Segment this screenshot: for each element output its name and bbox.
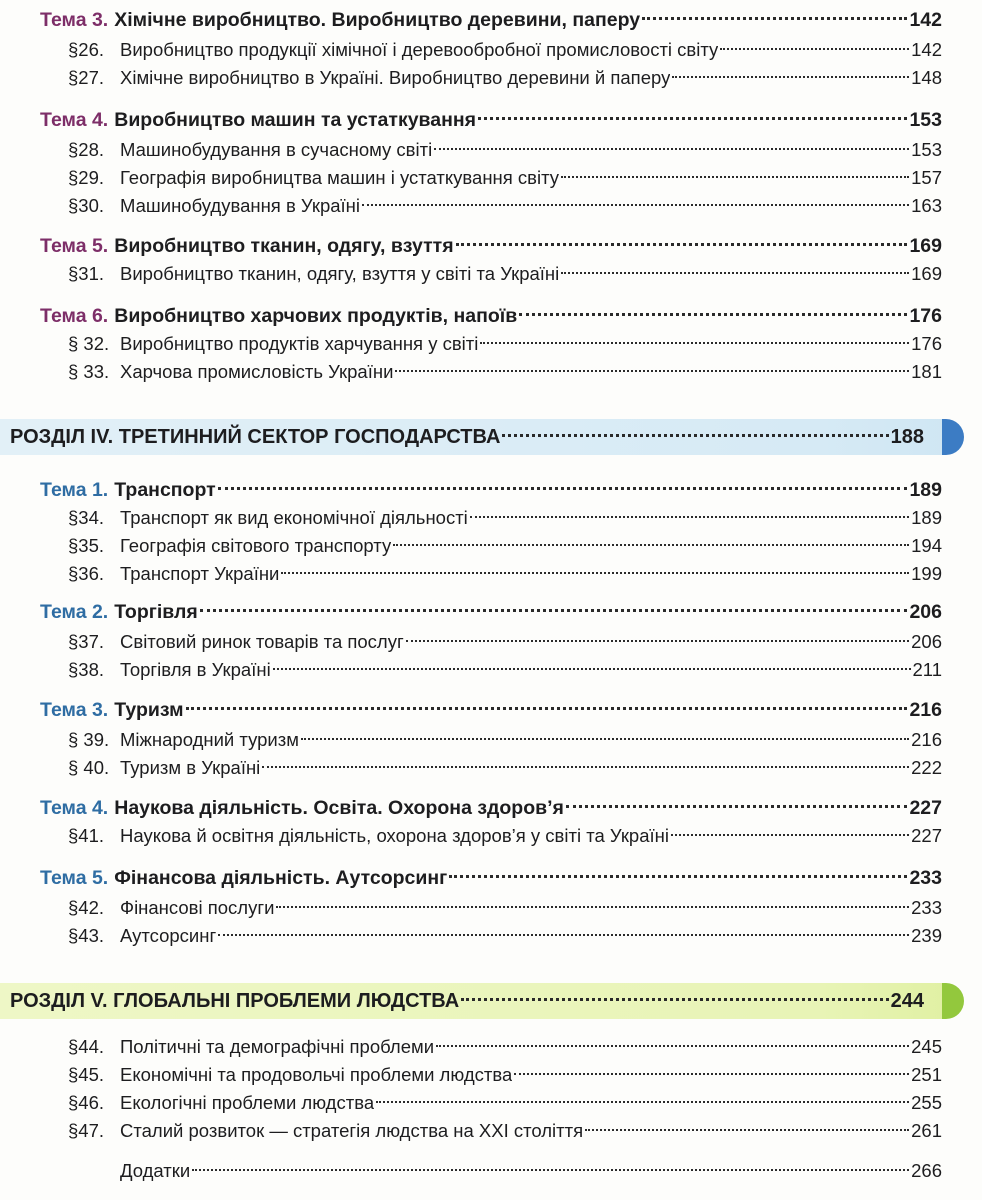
- toc-paragraph-row[interactable]: [0, 1157, 982, 1185]
- paragraph-number: §35.: [68, 535, 105, 556]
- dot-leader: [192, 1169, 909, 1171]
- dot-leader: [362, 204, 909, 206]
- toc-topic-row[interactable]: [0, 106, 982, 134]
- page-number: 157: [911, 167, 942, 188]
- page-number: 261: [911, 1120, 942, 1141]
- toc-topic-row[interactable]: [0, 696, 982, 724]
- dot-leader: [262, 766, 909, 768]
- page-number: 169: [909, 235, 942, 257]
- entry-title: Виробництво тканин, одягу, взуття у світі та Україні: [120, 263, 560, 284]
- dot-leader: [273, 668, 911, 670]
- toc-topic-row[interactable]: [0, 794, 982, 822]
- paragraph-number: §47.: [68, 1120, 105, 1141]
- paragraph-number: § 33.: [68, 361, 110, 382]
- toc-entry[interactable]: [68, 894, 942, 922]
- entry-title: Виробництво тканин, одягу, взуття: [114, 235, 454, 257]
- paragraph-number: §43.: [68, 925, 105, 946]
- dot-leader: [478, 117, 907, 120]
- page-number: 189: [911, 507, 942, 528]
- entry-title: Харчова промисловість України: [120, 361, 394, 382]
- toc-entry[interactable]: [68, 260, 942, 288]
- entry-title: Географія світового транспорту: [120, 535, 392, 556]
- toc-paragraph-row[interactable]: [0, 754, 982, 782]
- toc-paragraph-row[interactable]: [0, 1117, 982, 1145]
- toc-entry[interactable]: [68, 754, 942, 782]
- topic-label: Тема 5.: [40, 867, 109, 889]
- entry-title: Наукова й освітня діяльність, охорона здоров’я у світі та Україні: [120, 825, 669, 846]
- entry-title: Торгівля: [114, 601, 198, 623]
- dot-leader: [519, 313, 907, 316]
- dot-leader: [281, 572, 909, 574]
- entry-title: Виробництво машин та устаткування: [114, 109, 477, 131]
- toc-paragraph-row[interactable]: [0, 164, 982, 192]
- entry-title: Фінансова діяльність. Аутсорсинг: [114, 867, 448, 889]
- topic-label: Тема 6.: [40, 305, 109, 327]
- toc-paragraph-row[interactable]: [0, 36, 982, 64]
- dot-leader: [720, 48, 909, 50]
- toc-entry[interactable]: [40, 696, 942, 724]
- entry-title: Виробництво продуктів харчування у світі: [120, 333, 479, 354]
- toc-entry[interactable]: [68, 358, 942, 386]
- entry-title: Торгівля в Україні: [120, 659, 271, 680]
- section-banner[interactable]: [0, 983, 960, 1019]
- page-number: 206: [911, 631, 942, 652]
- dot-leader: [480, 342, 909, 344]
- toc-entry[interactable]: [40, 6, 942, 34]
- dot-leader: [276, 906, 909, 908]
- toc-paragraph-row[interactable]: [0, 532, 982, 560]
- toc-entry[interactable]: [68, 560, 942, 588]
- entry-title: Хімічне виробництво. Виробництво деревини, паперу: [114, 9, 641, 31]
- toc-entry[interactable]: [68, 192, 942, 220]
- page-number: 266: [911, 1160, 942, 1181]
- entry-title: Міжнародний туризм: [120, 729, 299, 750]
- topic-label: Тема 4.: [40, 109, 109, 131]
- toc-entry[interactable]: [40, 598, 942, 626]
- toc-entry[interactable]: [68, 656, 942, 684]
- page-number: 239: [911, 925, 942, 946]
- toc-paragraph-row[interactable]: [0, 260, 982, 288]
- dot-leader: [406, 640, 909, 642]
- dot-leader: [376, 1101, 909, 1103]
- dot-leader: [502, 434, 888, 437]
- entry-title: Туризм в Україні: [120, 757, 261, 778]
- paragraph-number: §46.: [68, 1092, 105, 1113]
- dot-leader: [561, 272, 909, 274]
- toc-paragraph-row[interactable]: [0, 726, 982, 754]
- toc-entry[interactable]: [68, 1089, 942, 1117]
- dot-leader: [671, 834, 909, 836]
- entry-title: Світовий ринок товарів та послуг: [120, 631, 404, 652]
- toc-paragraph-row[interactable]: [0, 136, 982, 164]
- toc-paragraph-row[interactable]: [0, 894, 982, 922]
- page-number: 169: [911, 263, 942, 284]
- page-number: 206: [909, 601, 942, 623]
- dot-leader: [449, 875, 907, 878]
- toc-topic-row[interactable]: [0, 232, 982, 260]
- toc-entry[interactable]: [68, 36, 942, 64]
- dot-leader: [561, 176, 909, 178]
- toc-entry[interactable]: [68, 726, 942, 754]
- toc-entry[interactable]: [68, 1033, 942, 1061]
- paragraph-number: § 32.: [68, 333, 110, 354]
- toc-entry[interactable]: [68, 1117, 942, 1145]
- toc-entry[interactable]: [68, 1061, 942, 1089]
- page-number: 189: [909, 479, 942, 501]
- toc-entry[interactable]: [40, 476, 942, 504]
- dot-leader: [470, 516, 909, 518]
- page-number: 153: [911, 139, 942, 160]
- dot-leader: [642, 17, 907, 20]
- page-number: 251: [911, 1064, 942, 1085]
- toc-entry[interactable]: [68, 504, 942, 532]
- entry-title: Фінансові послуги: [120, 897, 275, 918]
- topic-label: Тема 1.: [40, 479, 109, 501]
- toc-entry[interactable]: [68, 628, 942, 656]
- entry-title: Виробництво продукції хімічної і деревообробної промисловості світу: [120, 39, 719, 60]
- entry-title: Машинобудування в Україні: [120, 195, 360, 216]
- entry-title: Сталий розвиток — стратегія людства на XXI століття: [120, 1120, 584, 1141]
- toc-topic-row[interactable]: [0, 864, 982, 892]
- toc-topic-row[interactable]: [0, 302, 982, 330]
- page-number: 222: [911, 757, 942, 778]
- page-number: 142: [909, 9, 942, 31]
- topic-label: Тема 5.: [40, 235, 109, 257]
- paragraph-number: §38.: [68, 659, 105, 680]
- toc-paragraph-row[interactable]: [0, 628, 982, 656]
- dot-leader: [218, 934, 909, 936]
- paragraph-number: §34.: [68, 507, 105, 528]
- entry-title: Хімічне виробництво в Україні. Виробництво деревини й паперу: [120, 67, 671, 88]
- entry-title: Географія виробництва машин і устаткування світу: [120, 167, 560, 188]
- toc-entry[interactable]: [68, 136, 942, 164]
- page-number: 244: [890, 990, 924, 1012]
- page-number: 216: [911, 729, 942, 750]
- dot-leader: [393, 544, 909, 546]
- section-title: РОЗДІЛ V. ГЛОБАЛЬНІ ПРОБЛЕМИ ЛЮДСТВА: [10, 990, 460, 1012]
- entry-title: Політичні та демографічні проблеми: [120, 1036, 435, 1057]
- page-number: 163: [911, 195, 942, 216]
- page-number: 255: [911, 1092, 942, 1113]
- page-number: 176: [909, 305, 942, 327]
- dot-leader: [456, 243, 908, 246]
- entry-title: Транспорт: [114, 479, 216, 501]
- entry-title: Екологічні проблеми людства: [120, 1092, 375, 1113]
- page-number: 176: [911, 333, 942, 354]
- paragraph-number: §29.: [68, 167, 105, 188]
- dot-leader: [461, 998, 888, 1001]
- paragraph-number: §28.: [68, 139, 105, 160]
- toc-entry[interactable]: [40, 864, 942, 892]
- toc-entry[interactable]: [68, 330, 942, 358]
- page-number: 188: [890, 426, 924, 448]
- entry-title: Додатки: [120, 1160, 191, 1181]
- dot-leader: [200, 609, 908, 612]
- page-number: 227: [909, 797, 942, 819]
- entry-title: Машинобудування в сучасному світі: [120, 139, 433, 160]
- entry-title: Аутсорсинг: [120, 925, 217, 946]
- dot-leader: [566, 805, 908, 808]
- dot-leader: [301, 738, 909, 740]
- toc-entry[interactable]: [68, 1157, 942, 1185]
- page-number: 181: [911, 361, 942, 382]
- toc-entry[interactable]: [40, 106, 942, 134]
- paragraph-number: §44.: [68, 1036, 105, 1057]
- dot-leader: [436, 1045, 909, 1047]
- toc-paragraph-row[interactable]: [0, 1089, 982, 1117]
- topic-label: Тема 2.: [40, 601, 109, 623]
- paragraph-number: §31.: [68, 263, 105, 284]
- page-number: 211: [912, 659, 942, 680]
- page-number: 233: [909, 867, 942, 889]
- page-number: 194: [911, 535, 942, 556]
- page-number: 216: [909, 699, 942, 721]
- section-entry[interactable]: [10, 987, 924, 1015]
- paragraph-number: §42.: [68, 897, 105, 918]
- toc-entry[interactable]: [68, 532, 942, 560]
- paragraph-number: §45.: [68, 1064, 105, 1085]
- toc-entry[interactable]: [68, 822, 942, 850]
- entry-title: Наукова діяльність. Освіта. Охорона здоров’я: [114, 797, 564, 819]
- paragraph-number: §37.: [68, 631, 105, 652]
- page-number: 199: [911, 563, 942, 584]
- topic-label: Тема 3.: [40, 9, 109, 31]
- toc-topic-row[interactable]: [0, 598, 982, 626]
- entry-title: Транспорт як вид економічної діяльності: [120, 507, 468, 528]
- page-number: 142: [911, 39, 942, 60]
- toc-entry[interactable]: [68, 164, 942, 192]
- toc-entry[interactable]: [40, 232, 942, 260]
- toc-entry[interactable]: [68, 64, 942, 92]
- page-number: 227: [911, 825, 942, 846]
- toc-paragraph-row[interactable]: [0, 560, 982, 588]
- toc-paragraph-row[interactable]: [0, 1033, 982, 1061]
- entry-title: Транспорт України: [120, 563, 280, 584]
- paragraph-number: §36.: [68, 563, 105, 584]
- paragraph-number: §27.: [68, 67, 105, 88]
- page-number: 148: [911, 67, 942, 88]
- paragraph-number: §26.: [68, 39, 105, 60]
- toc-paragraph-row[interactable]: [0, 64, 982, 92]
- topic-label: Тема 4.: [40, 797, 109, 819]
- toc-paragraph-row[interactable]: [0, 822, 982, 850]
- paragraph-number: §41.: [68, 825, 105, 846]
- toc-paragraph-row[interactable]: [0, 922, 982, 950]
- dot-leader: [672, 76, 909, 78]
- dot-leader: [395, 370, 909, 372]
- dot-leader: [434, 148, 909, 150]
- section-title: РОЗДІЛ IV. ТРЕТИННИЙ СЕКТОР ГОСПОДАРСТВА: [10, 426, 501, 448]
- toc-entry[interactable]: [40, 302, 942, 330]
- page-number: 153: [909, 109, 942, 131]
- dot-leader: [585, 1129, 909, 1131]
- paragraph-number: § 39.: [68, 729, 110, 750]
- toc-paragraph-row[interactable]: [0, 330, 982, 358]
- section-banner[interactable]: [0, 419, 960, 455]
- toc-paragraph-row[interactable]: [0, 504, 982, 532]
- paragraph-number: § 40.: [68, 757, 110, 778]
- entry-title: Економічні та продовольчі проблеми людства: [120, 1064, 513, 1085]
- topic-label: Тема 3.: [40, 699, 109, 721]
- toc-topic-row[interactable]: [0, 6, 982, 34]
- toc-paragraph-row[interactable]: [0, 1061, 982, 1089]
- dot-leader: [218, 487, 908, 490]
- toc-paragraph-row[interactable]: [0, 192, 982, 220]
- paragraph-number: §30.: [68, 195, 105, 216]
- dot-leader: [186, 707, 908, 710]
- section-entry[interactable]: [10, 423, 924, 451]
- page-number: 245: [911, 1036, 942, 1057]
- entry-title: Виробництво харчових продуктів, напоїв: [114, 305, 518, 327]
- toc-paragraph-row[interactable]: [0, 656, 982, 684]
- toc-paragraph-row[interactable]: [0, 358, 982, 386]
- toc-entry[interactable]: [68, 922, 942, 950]
- dot-leader: [514, 1073, 909, 1075]
- toc-entry[interactable]: [40, 794, 942, 822]
- toc-topic-row[interactable]: [0, 476, 982, 504]
- page-number: 233: [911, 897, 942, 918]
- entry-title: Туризм: [114, 699, 184, 721]
